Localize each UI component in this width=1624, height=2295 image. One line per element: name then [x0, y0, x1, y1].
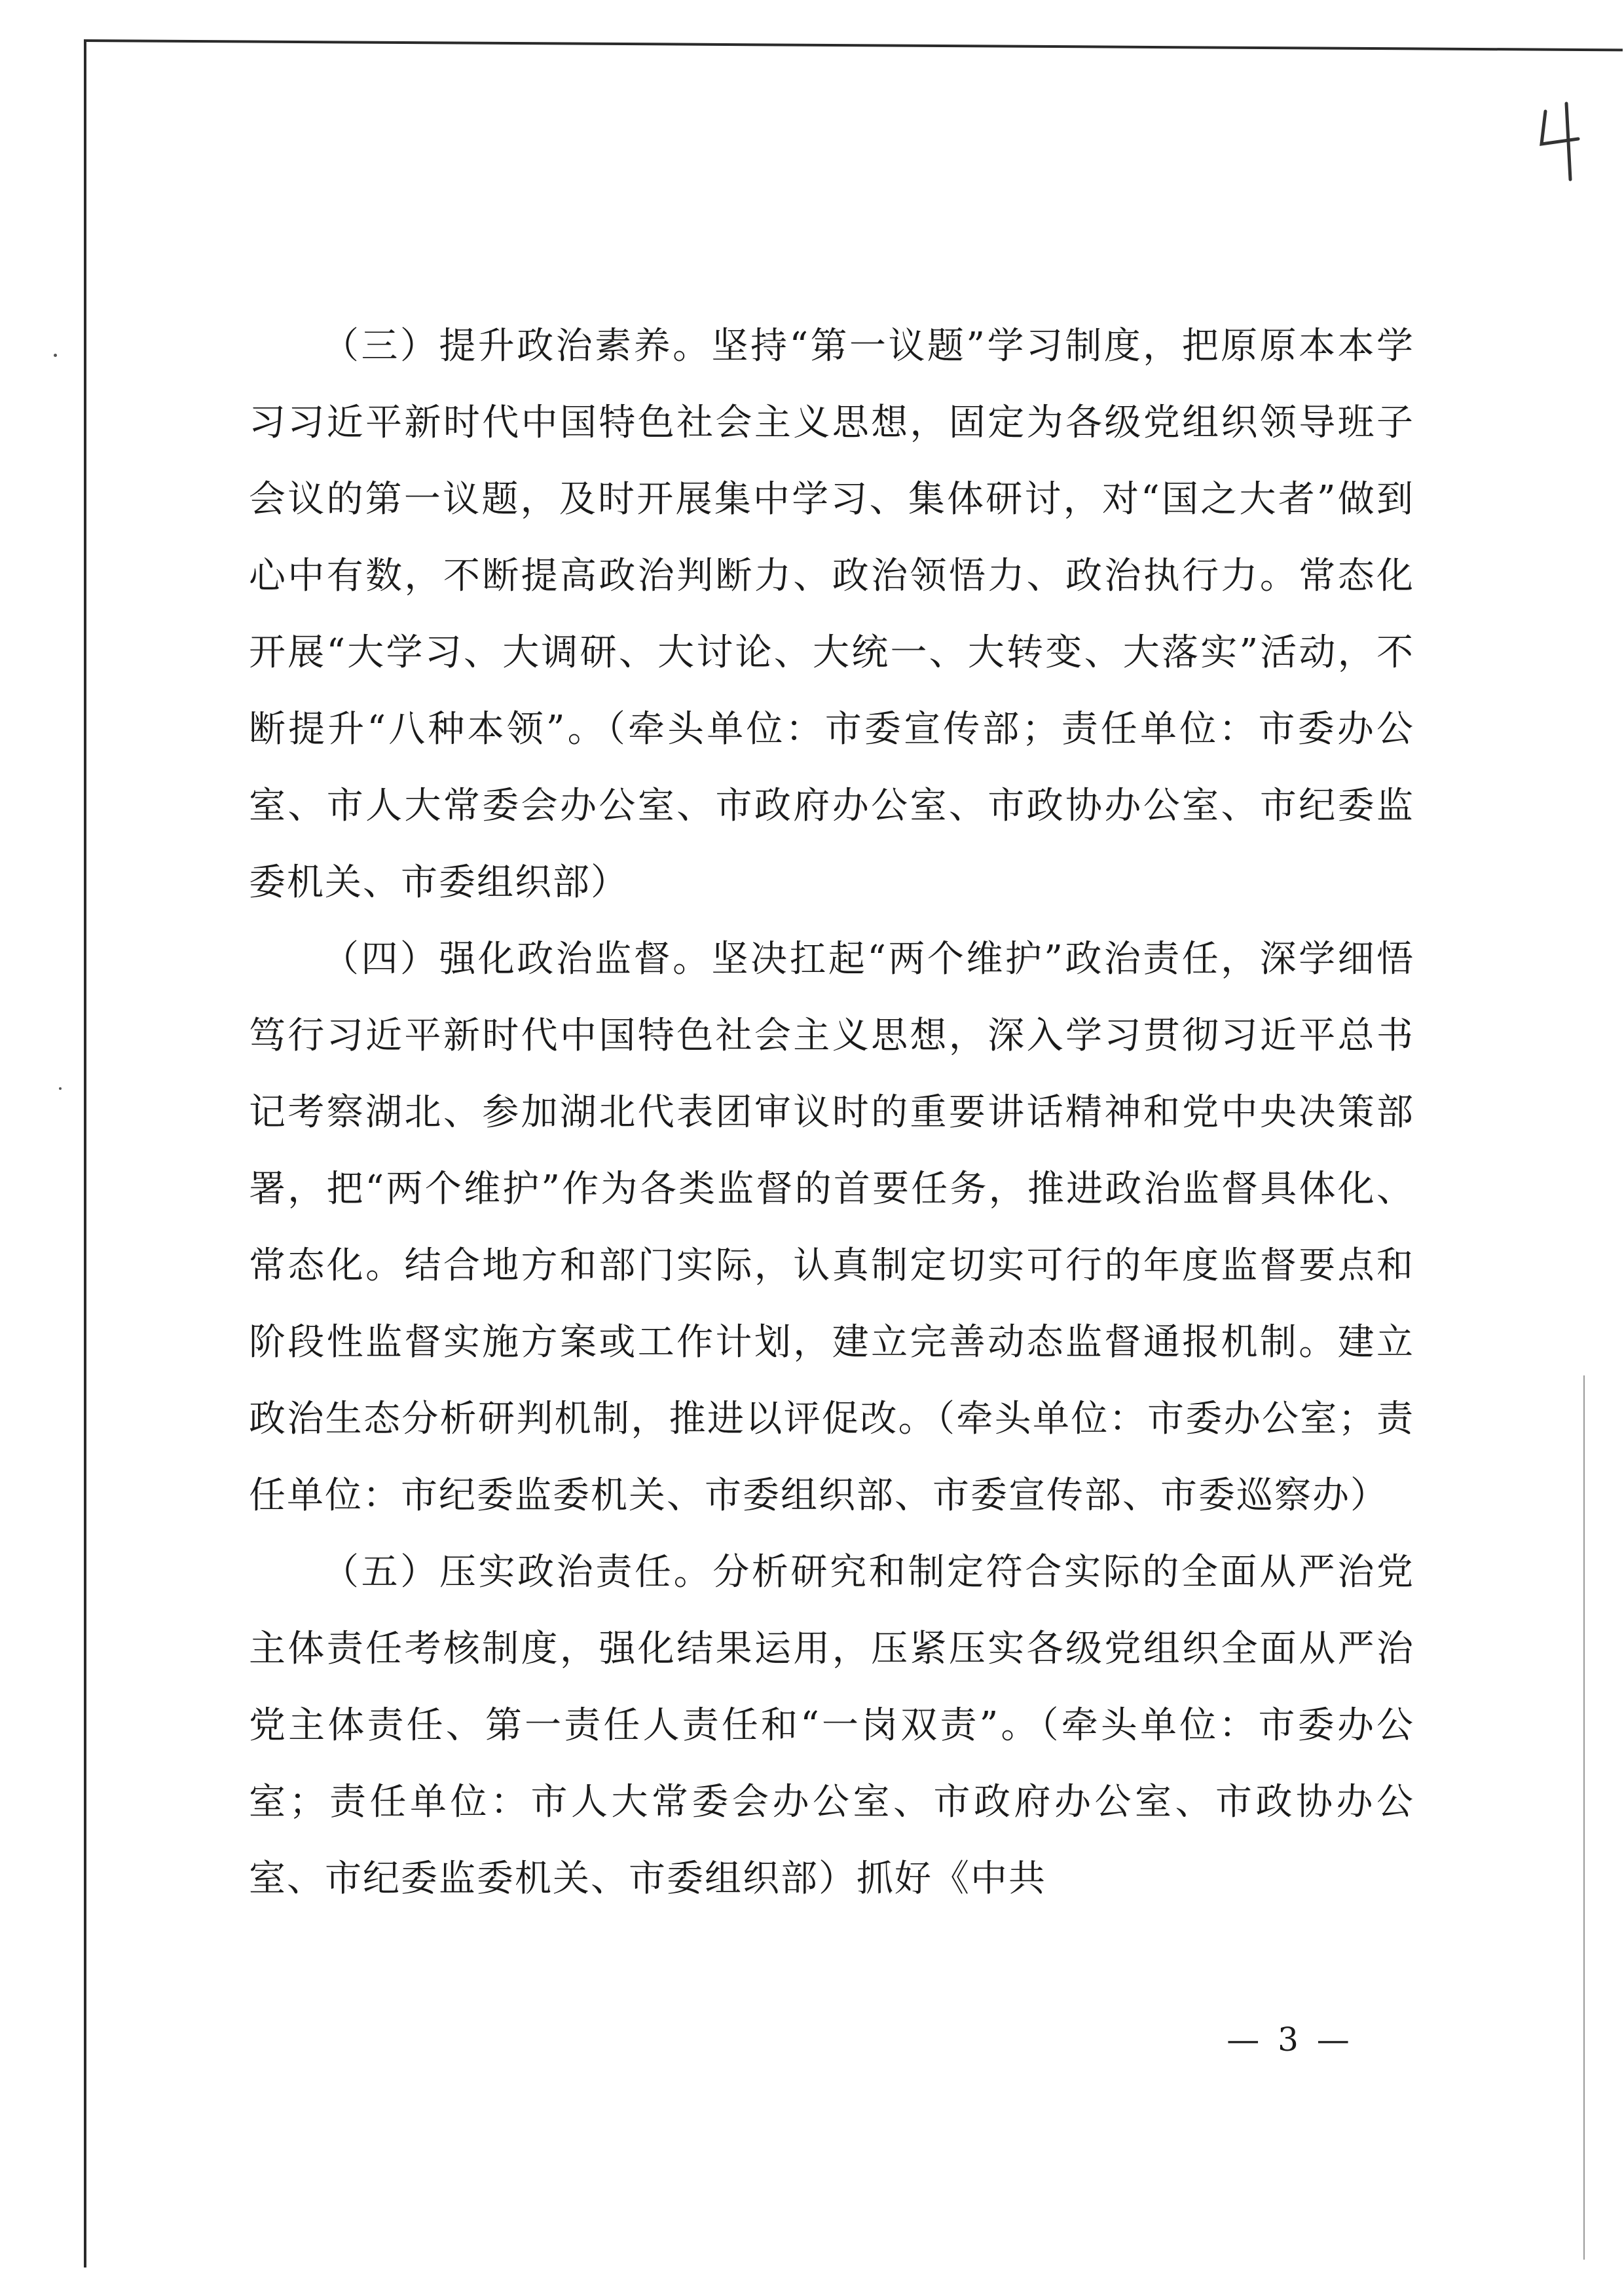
- scan-edge-right: [1583, 1375, 1585, 2260]
- handwritten-mark-icon: [1532, 98, 1591, 183]
- paragraph-political-responsibility: （五）压实政治责任。分析研究和制定符合实际的全面从严治党主体责任考核制度，强化结果运用，压紧压实各级党组织全面从严治党主体责任、第一责任人责任和“一岗双责”。（牵头单位：市委办公室；责任单位：市人大常委会办公室、市政府办公室、市政协办公室、市纪委监委机关、市委组织部）抓好《中共: [249, 1551, 1414, 1900]
- scan-speck: [54, 354, 57, 357]
- paragraph-political-literacy: （三）提升政治素养。坚持“第一议题”学习制度，把原原本本学习习近平新时代中国特色社会主义思想，固定为各级党组织领导班子会议的第一议题，及时开展集中学习、集体研讨，对“国之大者”做到心中有数，不断提高政治判断力、政治领悟力、政治执行力。常态化开展“大学习、大调研、大讨论、大统一、大转变、大落实”活动，不断提升“八种本领”。（牵头单位：市委宣传部；责任单位：市委办公室、市人大常委会办公室、市政府办公室、市政协办公室、市纪委监委机关、市委组织部）: [249, 325, 1414, 904]
- scan-speck: [59, 1087, 62, 1090]
- page-number: — 3 —: [1227, 2021, 1354, 2059]
- paragraph-political-supervision: （四）强化政治监督。坚决扛起“两个维护”政治责任，深学细悟笃行习近平新时代中国特色社会主义思想，深入学习贯彻习近平总书记考察湖北、参加湖北代表团审议时的重要讲话精神和党中央决策部署，把“两个维护”作为各类监督的首要任务，推进政治监督具体化、常态化。结合地方和部门实际，认真制定切实可行的年度监督要点和阶段性监督实施方案或工作计划，建立完善动态监督通报机制。建立政治生态分析研判机制，推进以评促改。（牵头单位：市委办公室；责任单位：市纪委监委机关、市委组织部、市委宣传部、市委巡察办）: [249, 938, 1414, 1517]
- scan-border-top: [84, 39, 1623, 51]
- document-body: [249, 308, 1414, 1917]
- scan-border-left: [84, 41, 86, 2267]
